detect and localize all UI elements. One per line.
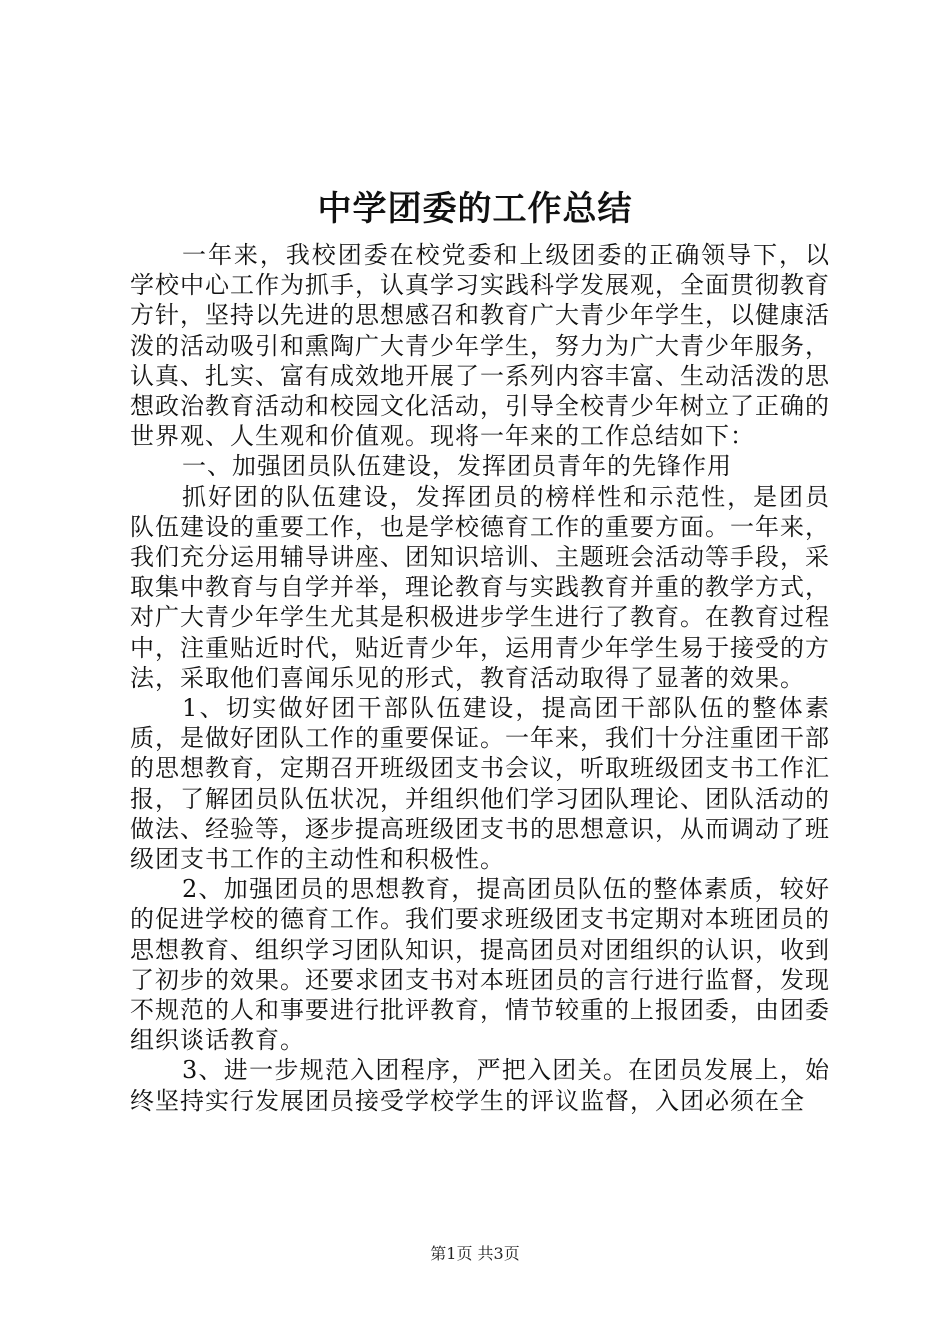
paragraph-section-1: 抓好团的队伍建设，发挥团员的榜样性和示范性，是团员队伍建设的重要工作，也是学校德育工作的重要方面。一年来，我们充分运用辅导讲座、团知识培训、主题班会活动等手段，采取集中教育与自学并举，理论教育与实践教育并重的教学方式，对广大青少年学生尤其是积极进步学生进行了教育。在教育过程中，注重贴近时代，贴近青少年，运用青少年学生易于接受的方法，采取他们喜闻乐见的形式，教育活动取得了显著的效果。 — [130, 482, 830, 692]
document-title: 中学团委的工作总结 — [317, 189, 633, 229]
paragraph-intro: 一年来，我校团委在校党委和上级团委的正确领导下，以学校中心工作为抓手，认真学习实践科学发展观，全面贯彻教育方针，坚持以先进的思想感召和教育广大青少年学生，以健康活泼的活动吸引和熏陶广大青少年学生，努力为广大青少年服务，认真、扎实、富有成效地开展了一系列内容丰富、生动活泼的思想政治教育活动和校园文化活动，引导全校青少年树立了正确的世界观、人生观和价值观。现将一年来的工作总结如下： — [130, 241, 830, 451]
paragraph-item-3: 3、进一步规范入团程序，严把入团关。在团员发展上，始终坚持实行发展团员接受学校学生的评议监督，入团必须在全 — [130, 1056, 830, 1115]
section-heading-1: 一、加强团员队伍建设，发挥团员青年的先锋作用 — [182, 452, 732, 481]
document-body — [130, 240, 830, 1116]
paragraph-item-1: 1、切实做好团干部队伍建设，提高团干部队伍的整体素质，是做好团队工作的重要保证。一年来，我们十分注重团干部的思想教育，定期召开班级团支书会议，听取班级团支书工作汇报，了解团员队伍状况，并组织他们学习团队理论、团队活动的做法、经验等，逐步提高班级团支书的思想意识，从而调动了班级团支书工作的主动性和积极性。 — [130, 694, 830, 874]
paragraph-item-2: 2、加强团员的思想教育，提高团员队伍的整体素质，较好的促进学校的德育工作。我们要求班级团支书定期对本班团员的思想教育、组织学习团队知识，提高团员对团组织的认识，收到了初步的效果。还要求团支书对本班团员的言行进行监督，发现不规范的人和事要进行批评教育，情节较重的上报团委，由团委组织谈话教育。 — [130, 875, 830, 1055]
page-number-footer: 第1页 共3页 — [430, 1244, 520, 1263]
